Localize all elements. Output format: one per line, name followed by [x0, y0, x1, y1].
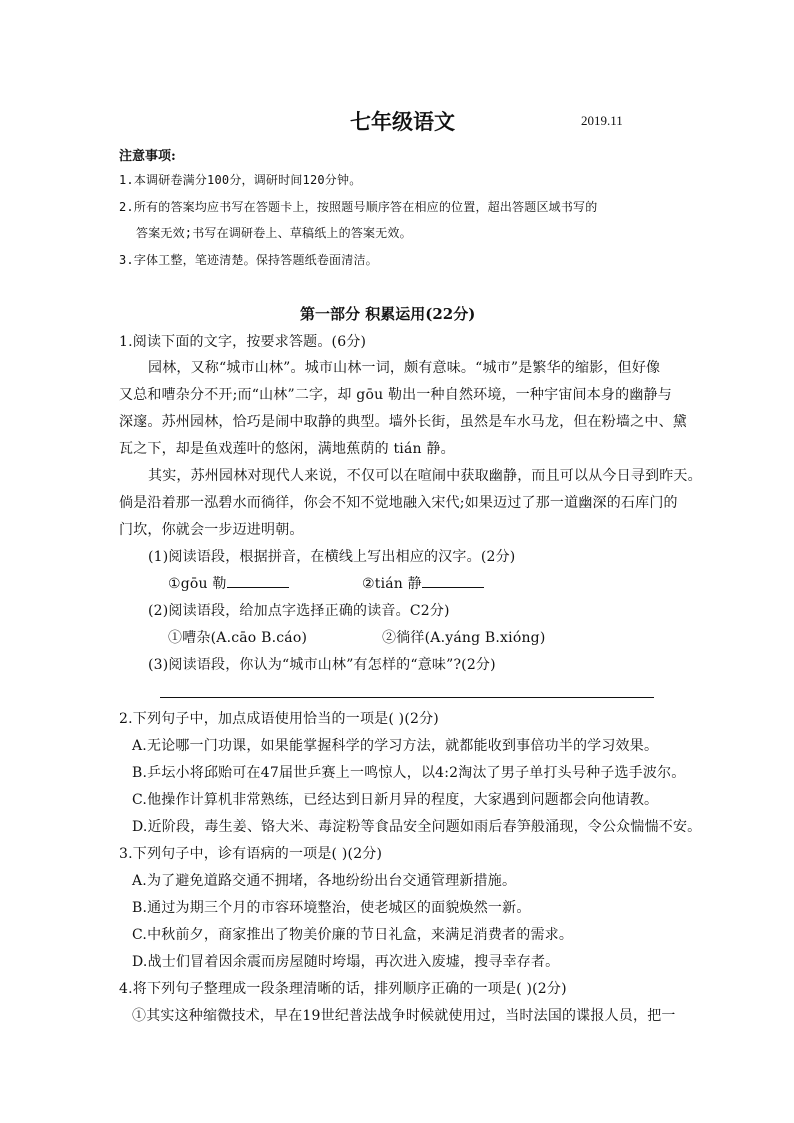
note-item: 1.本调研卷满分100分，调研时间120分钟。 [119, 173, 362, 187]
q3-option: C.中秋前夕，商家推出了物美价廉的节日礼盒，来满足消费者的需求。 [132, 927, 574, 943]
q1-sub2: (2)阅读语段，给加点字选择正确的读音。C2分) [148, 603, 450, 619]
q2-option: C.他操作计算机非常熟练，已经达到日新月异的程度，大家遇到问题都会向他请教。 [132, 792, 659, 808]
q1-sub2-item-a: ①嘈杂(A.cāo B.cáo) [168, 630, 308, 646]
q2-option: D.近阶段，毒生姜、铬大米、毒淀粉等食品安全问题如雨后春笋般涌现，令公众惴惴不安。 [132, 819, 702, 835]
q4-line: ①其实这种缩微技术，早在19世纪普法战争时候就使用过，当时法国的谍报人员，把一 [132, 1008, 676, 1024]
answer-blank[interactable] [422, 573, 484, 588]
note-item: 3.字体工整，笔迹清楚。保持答题纸卷面清洁。 [119, 253, 378, 267]
q1-passage-line: 门坎，你就会一步迈进明朝。 [119, 522, 304, 538]
q1-sub1-a-label: ①gōu 勒 [168, 576, 227, 592]
section-title: 第一部分 积累运用(22分) [300, 305, 476, 323]
note-item: 2.所有的答案均应书写在答题卡上，按照题号顺序答在相应的位置，超出答题区域书写的 [119, 200, 598, 214]
q1-sub3: (3)阅读语段，你认为“城市山林”有怎样的“意味”?(2分) [148, 657, 496, 673]
q3-stem: 3.下列句子中，诊有语病的一项是( )(2分) [119, 846, 383, 862]
q4-stem: 4.将下列句子整理成一段条理清晰的话，排列顺序正确的一项是( )(2分) [119, 981, 567, 997]
q1-passage-line: 又总和嘈杂分不开;而“山林”二字，却 gōu 勒出一种自然环境，一种宇宙间本身的幽静与 [119, 387, 672, 403]
q3-option: A.为了避免道路交通不拥堵，各地纷纷出台交通管理新措施。 [132, 873, 517, 889]
q2-option: A.无论哪一门功课，如果能掌握科学的学习方法，就都能收到事倍功半的学习效果。 [132, 738, 659, 754]
answer-line[interactable] [160, 697, 654, 698]
q1-sub1-item-b [362, 573, 484, 593]
q1-passage-line: 倘是沿着那一泓碧水而徜徉，你会不知不觉地融入宋代;如果迈过了那一道幽深的石库门的 [119, 495, 678, 511]
answer-blank[interactable] [227, 573, 289, 588]
q1-passage-line: 瓦之下，却是鱼戏莲叶的悠闲，满地蕉荫的 tián 静。 [119, 441, 455, 457]
q2-stem: 2.下列句子中，加点成语使用恰当的一项是( )(2分) [119, 711, 439, 727]
q1-passage-line: 其实，苏州园林对现代人来说，不仅可以在喧闹中获取幽静，而且可以从今日寻到昨天。 [148, 468, 702, 484]
q1-sub1-item-a [168, 573, 289, 593]
q3-option: D.战士们冒着因余震而房屋随时垮塌，再次进入废墟，搜寻幸存者。 [132, 954, 560, 970]
q2-option: B.乒坛小将邱贻可在47届世乒赛上一鸣惊人，以4:2淘汰了男子单打头号种子选手波尔。 [132, 765, 686, 781]
note-item: 答案无效;书写在调研卷上、草稿纸上的答案无效。 [136, 226, 412, 240]
q1-sub2-item-b: ②徜徉(A.yáng B.xióng) [382, 630, 546, 646]
q1-sub1-b-label: ②tián 静 [362, 576, 422, 592]
notes-heading: 注意事项: [119, 149, 176, 164]
exam-date: 2019.11 [581, 113, 623, 128]
q1-stem: 1.阅读下面的文字，按要求答题。(6分) [119, 334, 367, 350]
q1-passage-line: 园林，又称“城市山林”。城市山林一词，颇有意味。“城市”是繁华的缩影，但好像 [148, 360, 661, 376]
q1-sub1: (1)阅读语段，根据拼音，在横线上写出相应的汉字。(2分) [148, 549, 516, 565]
exam-title: 七年级语文 [350, 109, 455, 134]
q1-passage-line: 深邃。苏州园林，恰巧是闹中取静的典型。墙外长街，虽然是车水马龙，但在粉墙之中、黛 [119, 414, 687, 430]
q3-option: B.通过为期三个月的市容环境整治，使老城区的面貌焕然一新。 [132, 900, 531, 916]
